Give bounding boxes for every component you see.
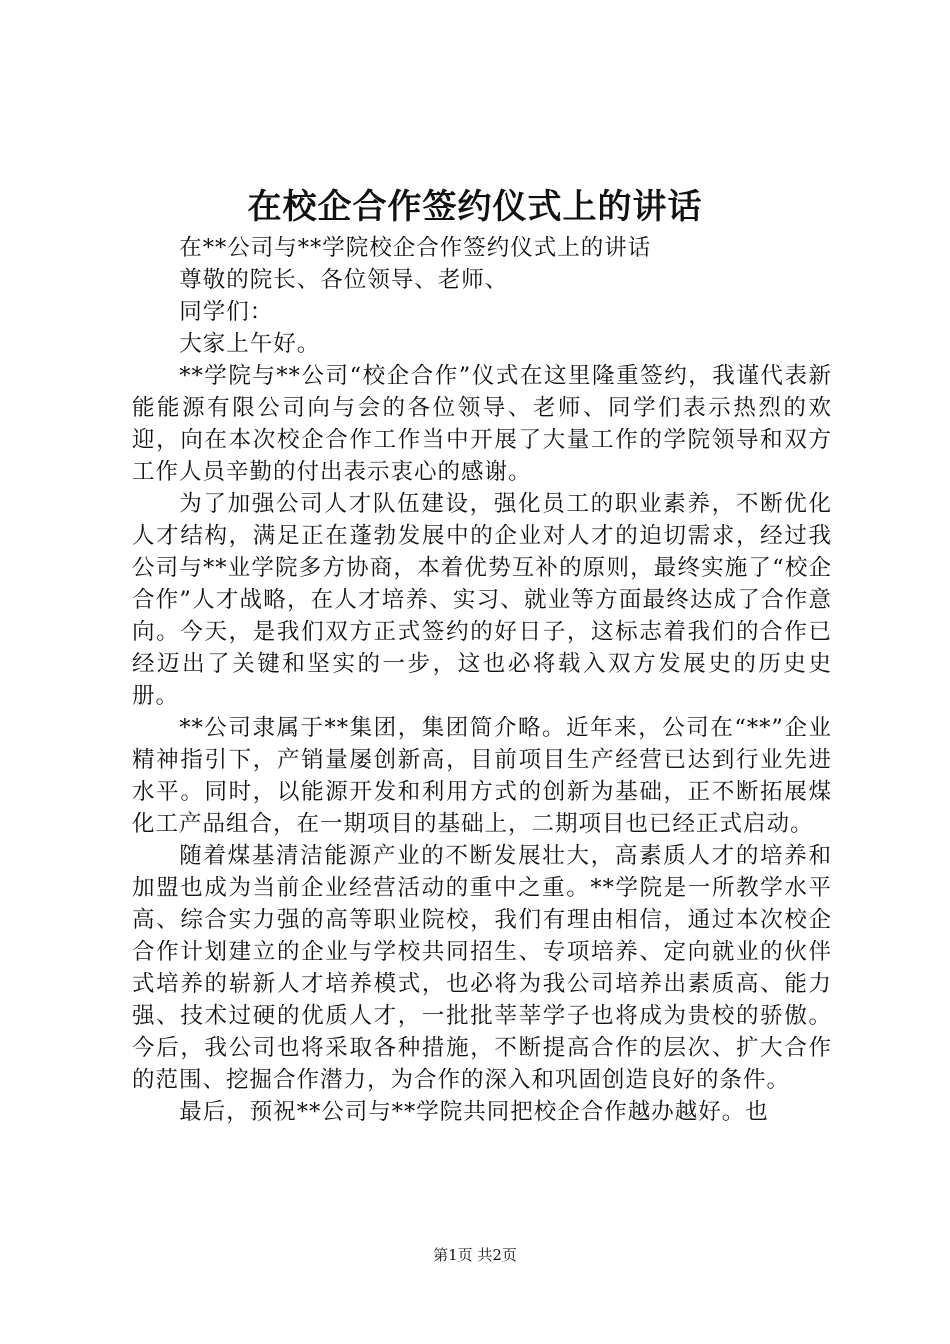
paragraph-salutation: 尊敬的院长、各位领导、老师、 <box>179 267 509 293</box>
paragraph-company-intro: **公司隶属于**集团，集团简介略。近年来，公司在“**”企业精神指引下，产销量屡创新高，目前项目生产经营已达到行业先进水平。同时，以能源开发和利用方式的创新为基础，正不断拓展煤化工产品组合，在一期项目的基础上，二期项目也已经正式启动。 <box>132 715 832 837</box>
paragraph-welcome: **学院与**公司“校企合作”仪式在这里隆重签约，我谨代表新能能源有限公司向与会的各位领导、老师、同学们表示热烈的欢迎，向在本次校企合作工作当中开展了大量工作的学院领导和双方工作人员辛勤的付出表示衷心的感谢。 <box>132 363 832 485</box>
document-body <box>132 232 832 1128</box>
paragraph-salutation-cont: 同学们： <box>179 299 274 325</box>
page-footer: 第1页 共2页 <box>433 1246 517 1264</box>
paragraph-greeting: 大家上午好。 <box>179 331 321 357</box>
document-title: 在校企合作签约仪式上的讲话 <box>247 187 703 227</box>
paragraph-subtitle: 在**公司与**学院校企合作签约仪式上的讲话 <box>179 235 652 261</box>
paragraph-talent: 随着煤基清洁能源产业的不断发展壮大，高素质人才的培养和加盟也成为当前企业经营活动的重中之重。**学院是一所教学水平高、综合实力强的高等职业院校，我们有理由相信，通过本次校企合作计划建立的企业与学校共同招生、专项培养、定向就业的伙伴式培养的崭新人才培养模式，也必将为我公司培养出素质高、能力强、技术过硬的优质人才，一批批莘莘学子也将成为贵校的骄傲。今后，我公司也将采取各种措施，不断提高合作的层次、扩大合作的范围、挖掘合作潜力，为合作的深入和巩固创造良好的条件。 <box>132 843 832 1093</box>
paragraph-closing: 最后，预祝**公司与**学院共同把校企合作越办越好。也 <box>179 1099 769 1125</box>
paragraph-cooperation: 为了加强公司人才队伍建设，强化员工的职业素养，不断优化人才结构，满足正在蓬勃发展中的企业对人才的迫切需求，经过我公司与**业学院多方协商，本着优势互补的原则，最终实施了“校企合作”人才战略，在人才培养、实习、就业等方面最终达成了合作意向。今天，是我们双方正式签约的好日子，这标志着我们的合作已经迈出了关键和坚实的一步，这也必将载入双方发展史的历史史册。 <box>132 491 832 709</box>
